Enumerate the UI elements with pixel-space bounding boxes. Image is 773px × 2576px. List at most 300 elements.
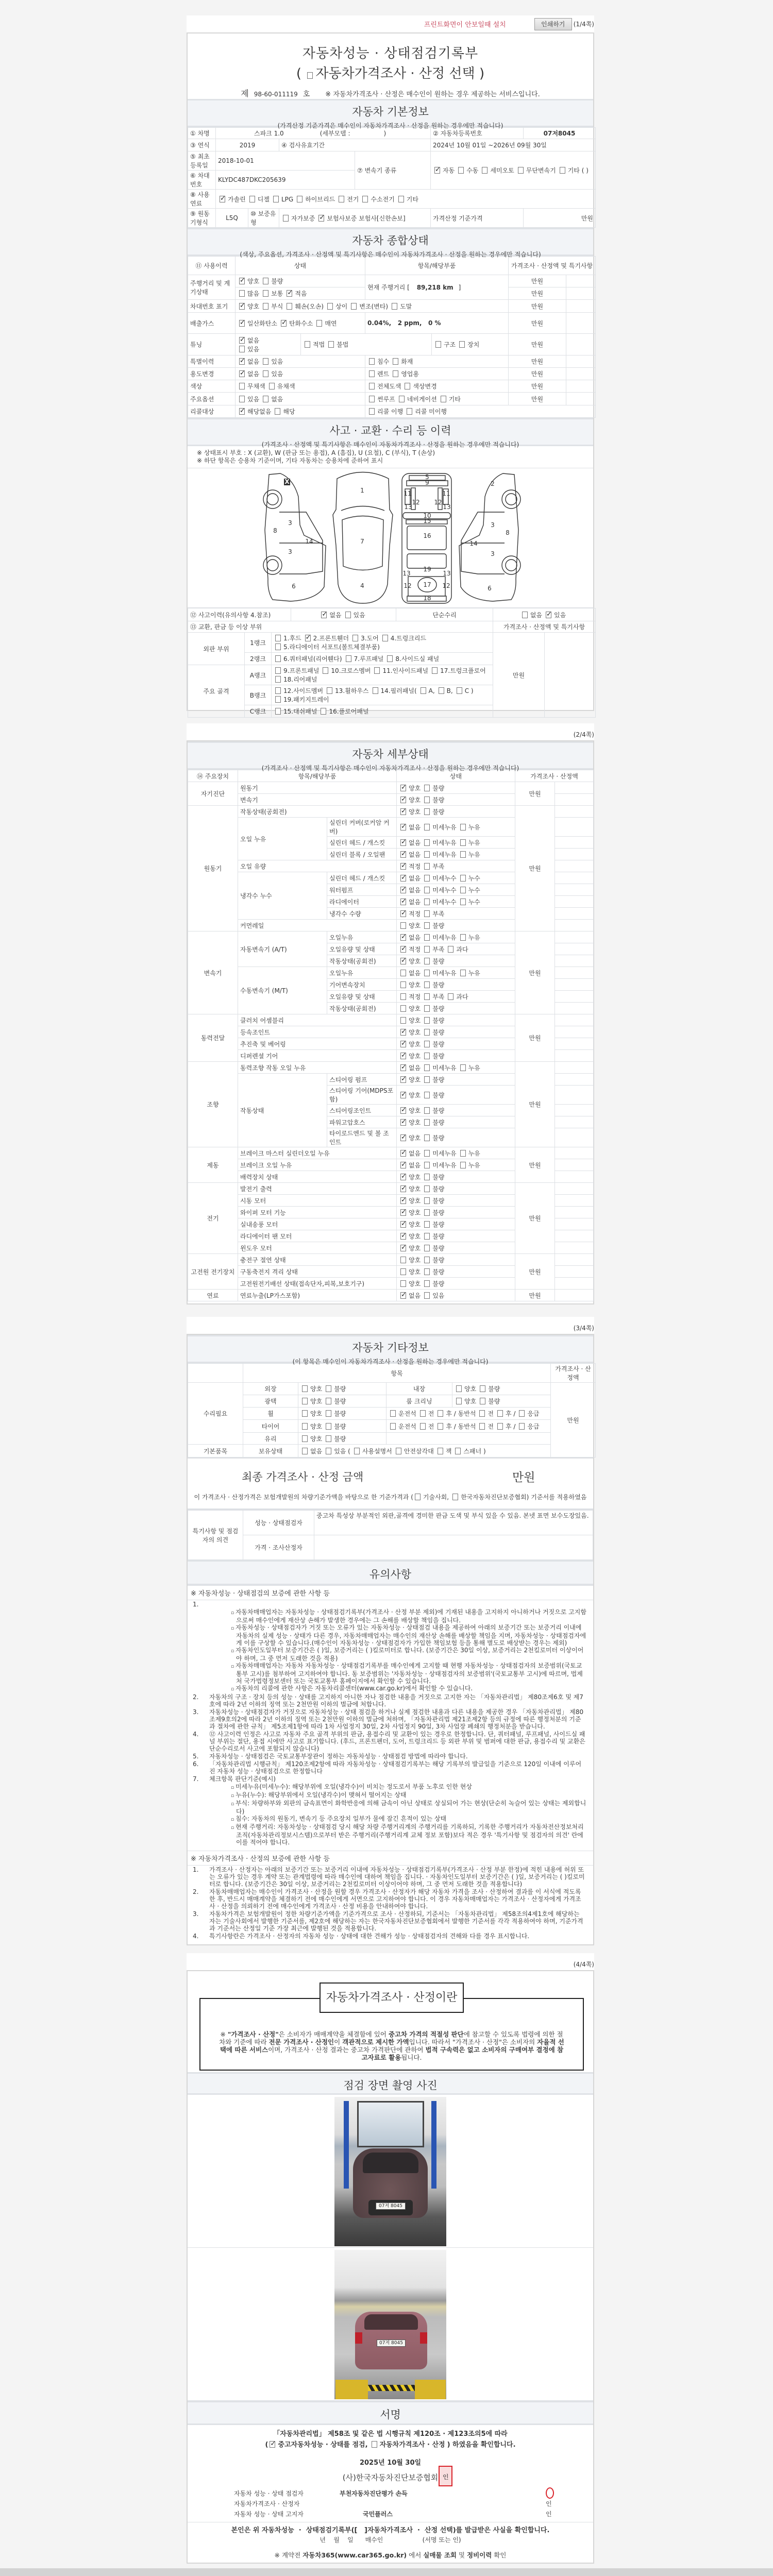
checkbox[interactable] [400,1107,406,1114]
checkbox[interactable] [448,993,453,1000]
checkbox-option[interactable] [397,395,437,403]
checkbox[interactable] [424,1119,430,1126]
checkbox-option[interactable] [544,611,566,619]
checkbox-option[interactable] [403,382,436,391]
checkbox[interactable] [263,396,268,402]
checkbox[interactable] [424,1233,430,1240]
checkbox-option[interactable] [238,369,259,378]
checkbox-option[interactable] [423,1279,444,1288]
checkbox[interactable] [460,934,466,941]
checkbox-option[interactable] [451,1493,529,1501]
checkbox-option[interactable] [459,933,480,942]
checkbox[interactable] [460,970,466,976]
checkbox[interactable] [480,1385,485,1392]
checkbox-option[interactable] [274,695,329,704]
checkbox[interactable] [460,851,466,858]
checkbox-option[interactable] [273,407,295,416]
checkbox[interactable] [275,687,281,694]
checkbox-option[interactable] [423,992,444,1001]
checkbox[interactable] [399,396,405,402]
checkbox[interactable] [420,1423,426,1430]
checkbox[interactable] [326,1435,331,1442]
checkbox-option[interactable] [399,1106,421,1115]
checkbox[interactable] [351,303,357,310]
checkbox[interactable] [424,808,430,815]
checkbox[interactable] [369,370,375,377]
checkbox[interactable] [400,1017,406,1024]
checkbox-option[interactable] [423,1291,444,1300]
checkbox-option[interactable] [399,969,421,977]
checkbox-option[interactable] [399,897,421,906]
checkbox-option[interactable] [324,1434,346,1443]
checkbox[interactable] [457,687,462,694]
checkbox[interactable] [424,1221,430,1228]
checkbox-option[interactable] [295,195,335,204]
checkbox-option[interactable] [423,1133,444,1142]
checkbox-option[interactable] [399,1244,421,1252]
checkbox[interactable] [400,958,406,964]
checkbox-option[interactable] [238,357,259,366]
checkbox[interactable] [424,875,430,882]
checkbox[interactable] [372,2441,377,2448]
checkbox[interactable] [424,1041,430,1047]
checkbox[interactable] [424,851,430,858]
checkbox[interactable] [239,320,245,327]
checkbox-option[interactable] [423,945,444,954]
checkbox-option[interactable] [367,357,389,366]
checkbox-option[interactable] [317,214,405,223]
checkbox[interactable] [424,1134,430,1141]
checkbox-option[interactable] [394,1447,434,1455]
checkbox-option[interactable] [324,1422,346,1431]
checkbox-option[interactable] [423,1184,444,1193]
checkbox-option[interactable] [399,1267,421,1276]
checkbox-option[interactable] [324,1397,346,1405]
checkbox-option[interactable] [399,1091,421,1099]
checkbox-option[interactable] [405,407,447,416]
checkbox[interactable] [420,1410,426,1417]
checkbox[interactable] [456,1385,462,1392]
checkbox-option[interactable] [399,980,421,989]
checkbox-option[interactable] [399,1232,421,1241]
checkbox[interactable] [424,1076,430,1083]
checkbox-option[interactable] [367,395,395,403]
checkbox-option[interactable] [436,1447,452,1455]
checkbox-option[interactable] [371,686,417,695]
checkbox[interactable] [305,635,311,641]
checkbox-option[interactable] [274,686,323,695]
checkbox-option[interactable] [315,319,337,328]
checkbox[interactable] [424,839,430,846]
checkbox-option[interactable] [399,795,421,804]
checkbox[interactable] [374,667,380,674]
checkbox-option[interactable] [423,969,456,977]
checkbox-option[interactable] [478,1384,500,1393]
checkbox[interactable] [460,875,466,882]
checkbox-option[interactable] [423,957,444,965]
checkbox[interactable] [281,320,287,327]
checkbox-option[interactable] [267,382,295,391]
checkbox-option[interactable] [423,1244,444,1252]
checkbox[interactable] [400,1076,406,1083]
checkbox-option[interactable] [436,1422,476,1431]
checkbox[interactable] [400,1245,406,1251]
checkbox-option[interactable] [373,666,428,675]
checkbox-option[interactable] [423,1267,444,1276]
checkbox[interactable] [302,1385,308,1392]
checkbox-option[interactable] [261,357,283,366]
checkbox-option[interactable] [455,1384,476,1393]
checkbox[interactable] [275,635,281,641]
checkbox-option[interactable] [344,611,365,619]
checkbox[interactable] [424,1174,430,1180]
checkbox-option[interactable] [261,395,283,403]
checkbox-option[interactable] [517,1409,539,1418]
checkbox[interactable] [275,676,281,683]
checkbox[interactable] [263,358,268,365]
checkbox-option[interactable] [423,1052,444,1060]
checkbox[interactable] [424,1064,430,1071]
checkbox-option[interactable] [459,838,480,847]
checkbox[interactable] [459,341,465,348]
checkbox-option[interactable] [399,1220,421,1229]
checkbox[interactable] [460,1162,466,1168]
checkbox[interactable] [424,1150,430,1157]
checkbox[interactable] [297,196,303,202]
checkbox-option[interactable] [399,1291,421,1300]
checkbox-option[interactable] [399,1016,421,1025]
checkbox[interactable] [560,167,565,174]
checkbox-option[interactable] [238,407,271,416]
checkbox[interactable] [400,1064,406,1071]
checkbox[interactable] [400,1041,406,1047]
checkbox[interactable] [346,655,351,662]
checkbox-option[interactable] [423,1091,444,1099]
checkbox[interactable] [239,408,245,415]
checkbox[interactable] [482,167,488,174]
checkbox-option[interactable] [391,369,419,378]
checkbox-option[interactable] [238,319,277,328]
checkbox[interactable] [400,1119,406,1126]
checkbox[interactable] [396,1448,401,1454]
checkbox[interactable] [479,1410,485,1417]
checkbox[interactable] [424,1292,430,1299]
checkbox[interactable] [400,1092,406,1098]
checkbox[interactable] [400,1197,406,1204]
checkbox[interactable] [424,970,430,976]
checkbox[interactable] [424,993,430,1000]
checkbox-option[interactable] [413,1493,449,1501]
checkbox-option[interactable] [274,666,319,675]
checkbox[interactable] [400,875,406,882]
checkbox-option[interactable] [274,675,317,684]
checkbox[interactable] [522,612,528,618]
checkbox[interactable] [424,1092,430,1098]
checkbox[interactable] [424,863,430,870]
checkbox-option[interactable] [238,302,259,311]
checkbox-option[interactable] [516,166,556,175]
checkbox[interactable] [424,824,430,831]
checkbox[interactable] [400,1185,406,1192]
checkbox[interactable] [400,1280,406,1287]
checkbox-option[interactable] [399,1118,421,1127]
checkbox-option[interactable] [300,1397,322,1405]
checkbox-option[interactable] [423,921,444,930]
checkbox[interactable] [305,341,310,348]
checkbox-option[interactable] [385,654,439,663]
checkbox[interactable] [287,303,292,310]
checkbox[interactable] [400,934,406,941]
checkbox[interactable] [283,215,289,222]
checkbox[interactable] [392,303,397,310]
checkbox[interactable] [407,408,412,415]
checkbox-option[interactable] [423,784,444,792]
checkbox-option[interactable] [459,1063,480,1072]
checkbox-option[interactable] [399,921,421,930]
checkbox-option[interactable] [238,382,265,391]
checkbox-option[interactable] [248,195,270,204]
checkbox[interactable] [400,1257,406,1263]
checkbox[interactable] [400,808,406,815]
checkbox-option[interactable] [399,909,421,918]
checkbox[interactable] [424,958,430,964]
checkbox-option[interactable] [272,196,293,203]
checkbox-option[interactable] [517,1422,539,1431]
checkbox-option[interactable] [423,933,456,942]
checkbox-option[interactable] [303,340,325,349]
checkbox[interactable] [373,687,378,694]
checkbox[interactable] [354,1448,360,1454]
checkbox-option[interactable] [399,933,421,942]
checkbox-option[interactable] [351,634,379,642]
checkbox-option[interactable] [437,687,453,694]
checkbox[interactable] [400,1162,406,1168]
checkbox-option[interactable] [399,823,421,832]
checkbox[interactable] [339,196,344,202]
checkbox-option[interactable] [520,611,542,619]
checkbox[interactable] [302,1448,308,1454]
checkbox[interactable] [400,839,406,846]
checkbox-option[interactable] [458,340,479,349]
checkbox-option[interactable] [399,850,421,859]
checkbox[interactable] [239,370,245,377]
checkbox-option[interactable] [399,957,421,965]
checkbox[interactable] [424,1268,430,1275]
checkbox-option[interactable] [423,1161,456,1170]
checkbox-option[interactable] [399,862,421,871]
checkbox-option[interactable] [367,382,401,391]
checkbox[interactable] [400,899,406,905]
checkbox[interactable] [400,1134,406,1141]
checkbox[interactable] [287,290,292,297]
checkbox[interactable] [497,1410,503,1417]
checkbox-option[interactable] [423,1063,456,1072]
checkbox[interactable] [239,358,245,365]
checkbox-option[interactable] [399,886,421,894]
checkbox-option[interactable] [399,992,421,1001]
checkbox[interactable] [326,1385,331,1392]
checkbox-option[interactable] [446,945,468,954]
checkbox[interactable] [456,1398,462,1404]
checkbox-option[interactable] [324,1409,346,1418]
checkbox-option[interactable] [261,277,283,285]
checkbox-option[interactable] [459,874,480,883]
checkbox[interactable] [400,970,406,976]
checkbox-option[interactable] [324,1447,350,1455]
checkbox[interactable] [400,1150,406,1157]
checkbox[interactable] [326,1398,331,1404]
checkbox[interactable] [424,922,430,929]
checkbox-option[interactable] [367,407,403,416]
checkbox[interactable] [460,1064,466,1071]
checkbox[interactable] [302,1398,308,1404]
checkbox-option[interactable] [399,1133,421,1142]
checkbox-option[interactable] [326,302,347,311]
checkbox-option[interactable] [423,1208,444,1217]
checkbox-option[interactable] [399,1173,421,1181]
checkbox[interactable] [415,1494,421,1500]
checkbox-option[interactable] [433,166,455,175]
checkbox[interactable] [263,303,268,310]
checkbox-option[interactable] [300,1447,322,1455]
checkbox[interactable] [424,910,430,917]
checkbox-option[interactable] [423,795,444,804]
checkbox-option[interactable] [478,1397,500,1405]
checkbox[interactable] [424,899,430,905]
checkbox[interactable] [275,708,281,715]
checkbox[interactable] [424,946,430,953]
checkbox[interactable] [273,196,279,202]
checkbox[interactable] [434,167,440,174]
checkbox[interactable] [424,934,430,941]
checkbox[interactable] [398,196,404,202]
checkbox-option[interactable] [238,395,259,403]
checkbox-option[interactable] [261,302,283,311]
checkbox-option[interactable] [423,980,444,989]
checkbox-option[interactable] [423,1173,444,1181]
checkbox[interactable] [302,1435,308,1442]
checkbox[interactable] [460,839,466,846]
checkbox[interactable] [460,1150,466,1157]
checkbox[interactable] [400,922,406,929]
checkbox-option[interactable] [439,395,461,403]
checkbox[interactable] [460,887,466,893]
checkbox-option[interactable] [300,1422,322,1431]
checkbox[interactable] [352,635,358,641]
checkbox-option[interactable] [399,1208,421,1217]
checkbox-option[interactable] [453,1447,485,1455]
checkbox-option[interactable] [496,1409,515,1418]
checkbox-option[interactable] [399,1004,421,1013]
checkbox[interactable] [249,196,255,202]
checkbox-option[interactable] [436,1409,476,1418]
checkbox-option[interactable] [399,784,421,792]
checkbox-option[interactable] [399,1063,421,1072]
checkbox-option[interactable] [238,336,296,345]
checkbox[interactable] [369,358,375,365]
checkbox[interactable] [480,1398,485,1404]
checkbox-option[interactable] [446,992,468,1001]
checkbox-option[interactable] [218,195,246,204]
checkbox-option[interactable] [399,1075,421,1084]
checkbox[interactable] [263,278,268,284]
checkbox[interactable] [393,370,398,377]
checkbox-option[interactable] [321,666,371,675]
install-link[interactable]: 프린트화면이 안보일때 설치 [424,21,506,29]
checkbox-option[interactable] [389,1409,416,1418]
checkbox[interactable] [405,383,410,389]
checkbox-option[interactable] [418,1409,434,1418]
checkbox[interactable] [275,696,281,703]
checkbox-option[interactable] [399,1196,421,1205]
checkbox-option[interactable] [370,2439,445,2449]
checkbox-option[interactable] [381,634,426,642]
checkbox[interactable] [400,887,406,893]
checkbox[interactable] [400,1268,406,1275]
checkbox[interactable] [321,708,326,715]
checkbox[interactable] [239,383,245,389]
checkbox-option[interactable] [423,1028,444,1037]
checkbox-option[interactable] [480,166,514,175]
checkbox[interactable] [302,1423,308,1430]
checkbox[interactable] [239,278,245,284]
print-button[interactable]: 인쇄하기 [534,18,572,30]
checkbox-option[interactable] [399,945,421,954]
checkbox-option[interactable] [349,302,388,311]
checkbox-option[interactable] [459,969,480,977]
checkbox[interactable] [263,290,268,297]
checkbox[interactable] [400,946,406,953]
checkbox[interactable] [424,1280,430,1287]
checkbox-option[interactable] [423,1004,444,1013]
checkbox[interactable] [327,687,332,694]
checkbox[interactable] [220,196,225,202]
checkbox[interactable] [424,1197,430,1204]
checkbox[interactable] [362,196,368,202]
checkbox-option[interactable] [399,1184,421,1193]
checkbox-option[interactable] [423,1040,444,1048]
checkbox-option[interactable] [274,642,380,651]
checkbox[interactable] [369,383,375,389]
checkbox-option[interactable] [320,611,341,619]
checkbox[interactable] [275,408,280,415]
checkbox[interactable] [400,981,406,988]
checkbox[interactable] [546,612,551,618]
checkbox-option[interactable] [423,1196,444,1205]
checkbox-option[interactable] [268,2439,367,2449]
checkbox-option[interactable] [399,1279,421,1288]
checkbox-option[interactable] [261,369,283,378]
checkbox-option[interactable] [397,195,418,204]
checkbox-option[interactable] [279,319,313,328]
checkbox[interactable] [400,785,406,791]
checkbox-option[interactable] [434,340,456,349]
checkbox-option[interactable] [558,166,589,175]
checkbox-option[interactable] [281,214,315,223]
checkbox-option[interactable] [285,289,307,298]
checkbox[interactable] [345,612,351,618]
checkbox-option[interactable] [391,357,413,366]
checkbox-option[interactable] [238,345,296,353]
checkbox[interactable] [424,1107,430,1114]
checkbox[interactable] [452,1494,458,1500]
checkbox[interactable] [400,1053,406,1059]
checkbox-option[interactable] [459,1161,480,1170]
checkbox-option[interactable] [423,1016,444,1025]
checkbox-option[interactable] [274,634,301,642]
checkbox-option[interactable] [423,1075,444,1084]
checkbox[interactable] [400,1221,406,1228]
